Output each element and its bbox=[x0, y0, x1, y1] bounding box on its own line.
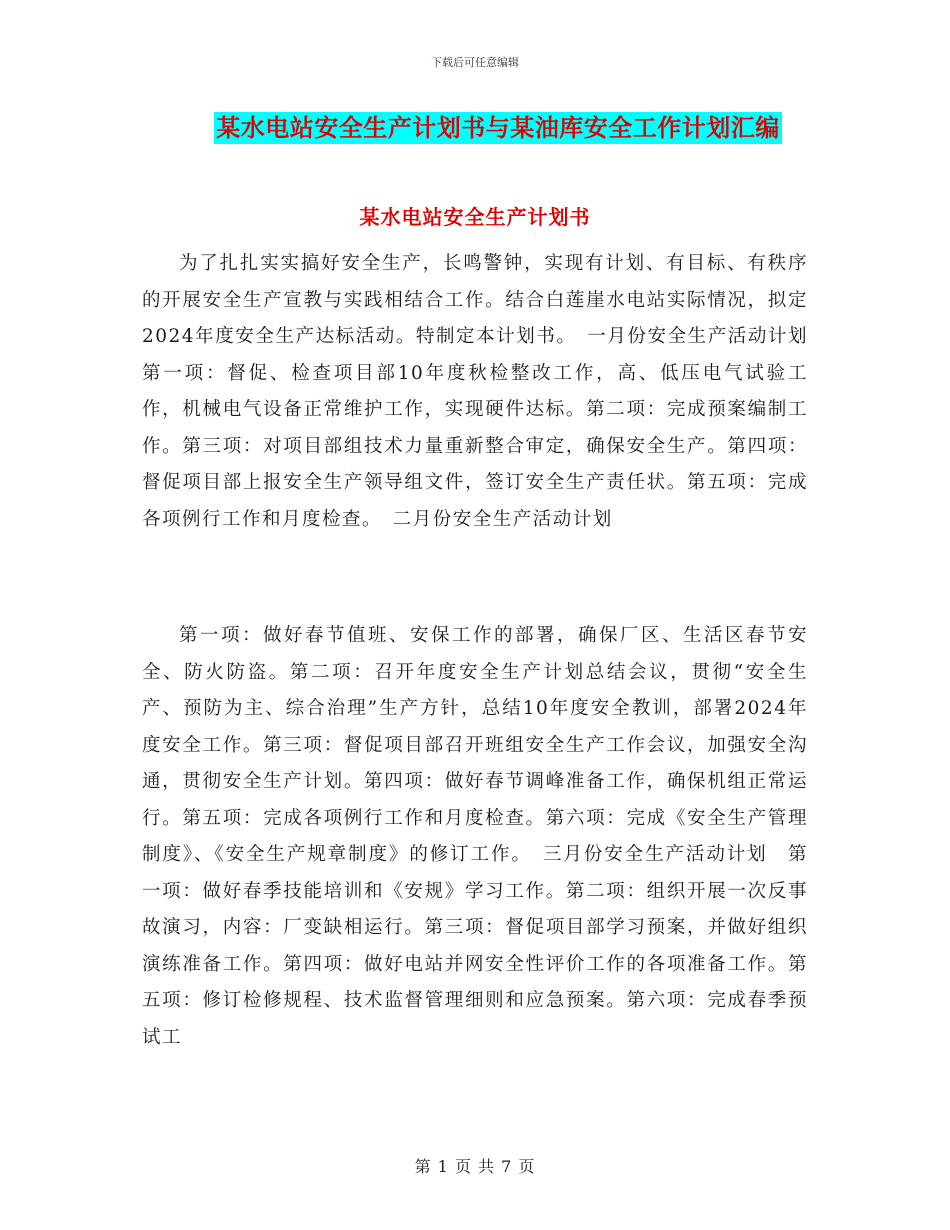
body-paragraph-1: 为了扎扎实实搞好安全生产，长鸣警钟，实现有计划、有目标、有秩序的开展安全生产宣教与实践相结合工作。结合白莲崖水电站实际情况，拟定2024年度安全生产达标活动。特制定本计划书。 一月份安全生产活动计划 第一项：督促、检查项目部10年度秋检整改工作，高、低压电气试验工作，机械电气设备正常维护工作，实现硬件达标。第二项：完成预案编制工作。第三项：对项目部组技术力量重新整合审定，确保安全生产。第四项：督促项目部上报安全生产领导组文件，签订安全生产责任状。第五项：完成各项例行工作和月度检查。 二月份安全生产活动计划 bbox=[142, 253, 829, 530]
main-title: 某水电站安全生产计划书与某油库安全工作计划汇编 bbox=[216, 113, 780, 142]
body-paragraph-2: 第一项：做好春节值班、安保工作的部署，确保厂区、生活区春节安全、防火防盗。第二项：召开年度安全生产计划总结会议，贯彻“安全生产、预防为主、综合治理”生产方针，总结10年度安全教训，部署2024年度安全工作。第三项：督促项目部召开班组安全生产工作会议，加强安全沟通，贯彻安全生产计划。第四项：做好春节调峰准备工作，确保机组正常运行。第五项：完成各项例行工作和月度检查。第六项：完成《安全生产管理制度》、《安全生产规章制度》的修订工作。 三月份安全生产活动计划 第一项：做好春季技能培训和《安规》学习工作。第二项：组织开展一次反事故演习，内容：厂变缺相运行。第三项：督促项目部学习预案，并做好组织演练准备工作。第四项：做好电站并网安全性评价工作的各项准备工作。第五项：修订检修规程、技术监督管理细则和应急预案。第六项：完成春季预试工 bbox=[142, 625, 808, 1048]
page-footer: 第 1 页 共 7 页 bbox=[414, 1157, 536, 1176]
header-note: 下载后可任意编辑 bbox=[431, 56, 519, 69]
main-title-container bbox=[0, 112, 950, 144]
section-title: 某水电站安全生产计划书 bbox=[359, 205, 591, 229]
